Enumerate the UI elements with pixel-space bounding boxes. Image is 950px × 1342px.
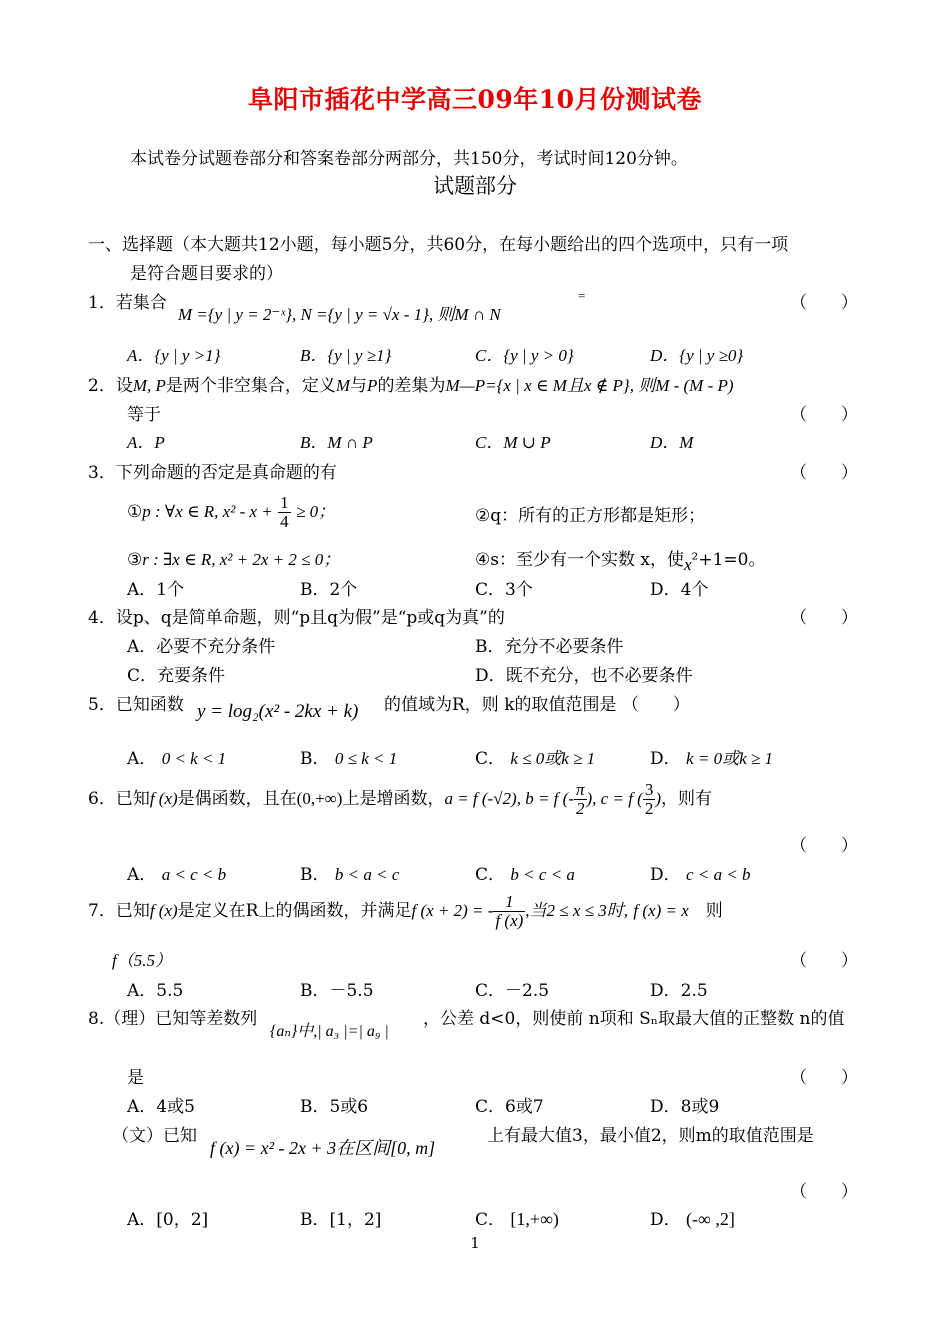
q6-stem-c: 上是增函数， bbox=[342, 788, 445, 809]
q2-stem-f: P bbox=[367, 376, 378, 395]
q3-item-p bbox=[127, 494, 335, 531]
q1-option-a: A．{y | y >1} bbox=[127, 346, 221, 365]
q2-stem bbox=[88, 371, 734, 396]
q1-equals: = bbox=[578, 288, 586, 303]
q6-stem-b: 是偶函数，且在 bbox=[177, 788, 297, 809]
q8-option-d: D．8或9 bbox=[650, 1097, 720, 1117]
q3-p-formula: p : ∀x ∈ R, x² - x + bbox=[142, 501, 273, 521]
q6-option-b-label: B． bbox=[300, 865, 330, 885]
q2-option-d: D．M bbox=[650, 433, 694, 452]
q8-wen-option-c-label: C． bbox=[475, 1210, 506, 1230]
q8-wen-stem-a: （文）已知 bbox=[112, 1126, 197, 1146]
q2-stem-d: M bbox=[335, 376, 351, 395]
q6-option-d-formula: c < a < b bbox=[686, 865, 751, 884]
q8-wen-option-b: B．[1，2] bbox=[300, 1210, 382, 1230]
q7-f2: f (x) = x bbox=[633, 900, 689, 920]
q5-formula: y = log₂(x² - 2kx + k) bbox=[197, 701, 359, 722]
q3-r-formula: r : ∃x ∈ R, x² + 2x + 2 ≤ 0； bbox=[142, 550, 341, 569]
q7-f1: f (x) bbox=[149, 900, 178, 920]
q2-stem-a: 2．设 bbox=[88, 376, 133, 396]
page-number: 1 bbox=[470, 1234, 480, 1252]
q2-stem-g: 的差集为 bbox=[377, 376, 446, 396]
q3-p-fraction bbox=[278, 494, 291, 531]
q8-option-a: A．4或5 bbox=[127, 1097, 195, 1117]
q2-answer-paren: （ ） bbox=[790, 405, 858, 425]
q8-stem-b: ，公差 d<0，则使前 n项和 Sₙ取最大值的正整数 n的值 bbox=[423, 1009, 845, 1029]
q5-option-a-label: A． bbox=[127, 749, 157, 769]
q6-interval: (0,+∞) bbox=[296, 788, 343, 808]
q6-option-a bbox=[127, 860, 226, 885]
q7-option-c: C．－2.5 bbox=[475, 981, 550, 1001]
q2-stem-h: M—P={x | x ∈ M且x ∉ P}, 则M - (M - P) bbox=[445, 376, 734, 395]
q1-stem: 1．若集合 bbox=[88, 293, 167, 313]
q8-wen-option-d-formula: (-∞ ,2] bbox=[686, 1209, 735, 1229]
q6-a-expr: a = f (-√2), b = f (- bbox=[444, 788, 574, 808]
q8-answer-paren: （ ） bbox=[790, 1068, 858, 1088]
q6-option-c-label: C． bbox=[475, 865, 506, 885]
q6-option-b bbox=[300, 860, 399, 885]
q7-option-d: D．2.5 bbox=[650, 981, 708, 1001]
q6-c-den: 2 bbox=[644, 798, 654, 818]
q3-stem: 3．下列命题的否定是真命题的有 bbox=[88, 463, 337, 483]
q5-option-c-label: C． bbox=[475, 749, 506, 769]
q3-item-r bbox=[127, 545, 340, 570]
part1-heading-line2: 是符合题目要求的） bbox=[130, 264, 283, 284]
q6-stem-a: 6．已知 bbox=[88, 788, 150, 809]
q3-option-b: B．2个 bbox=[300, 580, 358, 600]
q6-option-c bbox=[475, 860, 575, 885]
page-title: 阜阳市插花中学高三09年10月份测试卷 bbox=[247, 85, 703, 114]
q5-option-a bbox=[127, 744, 226, 769]
q7-option-b: B．－5.5 bbox=[300, 981, 374, 1001]
q8-wen-option-c bbox=[475, 1205, 559, 1230]
q4-option-d: D．既不充分，也不必要条件 bbox=[475, 666, 693, 686]
q6-c-num: 3 bbox=[644, 780, 654, 799]
q7-fraction bbox=[493, 893, 525, 930]
q6-c-fraction bbox=[643, 781, 656, 818]
section-title: 试题部分 bbox=[433, 174, 517, 198]
q5-option-b-formula: 0 ≤ k < 1 bbox=[334, 749, 398, 768]
q8-stem-a: 8.（理）已知等差数列 bbox=[88, 1009, 258, 1029]
q7-answer-paren: （ ） bbox=[790, 951, 858, 971]
q3-p-frac-den: 4 bbox=[280, 511, 289, 531]
q5-option-a-formula: 0 < k < 1 bbox=[161, 749, 227, 768]
q7-frac-den: f (x) bbox=[495, 910, 524, 930]
q3-p-frac-num: 1 bbox=[280, 493, 289, 512]
q8-wen-option-c-formula: [1,+∞) bbox=[510, 1209, 559, 1229]
q7-stem-b: 是定义在R上的偶函数，并满足 bbox=[177, 900, 412, 921]
q5-option-d-formula: k = 0或k ≥ 1 bbox=[686, 749, 773, 768]
q3-s-b: x bbox=[683, 555, 692, 574]
q6-option-a-label: A． bbox=[127, 865, 157, 885]
q5-option-d-label: D． bbox=[650, 749, 681, 769]
q6-stem-d: ，则有 bbox=[661, 788, 712, 809]
q6-answer-paren: （ ） bbox=[790, 836, 858, 856]
q3-r-label: ③ bbox=[127, 550, 143, 570]
q2-stem-b: M, P bbox=[132, 376, 166, 395]
q5-option-b-label: B． bbox=[300, 749, 330, 769]
q7-line2: f（5.5） bbox=[112, 951, 172, 970]
q1-option-d: D．{y | y ≥0} bbox=[650, 346, 744, 365]
q2-option-c: C．M ∪ P bbox=[475, 433, 551, 452]
q8-wen-option-a: A．[0，2] bbox=[127, 1210, 209, 1230]
q6-option-d-label: D． bbox=[650, 865, 681, 885]
q4-answer-paren: （ ） bbox=[790, 608, 858, 628]
q6-c-expr: ), c = f ( bbox=[586, 788, 643, 808]
q7-eq-lhs: f (x + 2) = - bbox=[411, 900, 494, 920]
part1-heading-line1: 一、选择题（本大题共12小题，每小题5分，共60分，在每小题给出的四个选项中，只有一项 bbox=[88, 235, 789, 255]
q1-answer-paren: （ ） bbox=[790, 293, 858, 313]
q5-option-b bbox=[300, 744, 397, 769]
q5-option-d bbox=[650, 744, 773, 769]
q1-formula: M ={y | y = 2⁻ˣ}, N ={y | y = √x - 1}, 则M ∩ N bbox=[178, 305, 501, 324]
q7-option-a: A．5.5 bbox=[127, 981, 184, 1001]
q5-option-c-formula: k ≤ 0或k ≥ 1 bbox=[510, 749, 596, 768]
q2-stem-c: 是两个非空集合，定义 bbox=[165, 376, 336, 396]
q6-c-close: ) bbox=[655, 788, 661, 808]
q8-option-b: B．5或6 bbox=[300, 1097, 369, 1117]
q6-pi-den: 2 bbox=[576, 798, 585, 818]
q8-wen-answer-paren: （ ） bbox=[790, 1182, 858, 1202]
q6-option-a-formula: a < c < b bbox=[161, 865, 227, 884]
q2-stem-e: 与 bbox=[350, 376, 368, 396]
q3-item-s bbox=[475, 545, 766, 574]
q3-s-c: ²+1=0。 bbox=[691, 550, 766, 570]
q3-s-a: ④s：至少有一个实数 x，使 bbox=[475, 550, 684, 570]
q5-stem: 5．已知函数 bbox=[88, 695, 184, 715]
q4-option-b: B．充分不必要条件 bbox=[475, 637, 624, 657]
q8-option-c: C．6或7 bbox=[475, 1097, 544, 1117]
q5-tail: 的值域为R，则 k的取值范围是 （ ） bbox=[384, 695, 690, 715]
q4-option-c: C．充要条件 bbox=[127, 666, 226, 686]
q6-pi-num: π bbox=[575, 780, 585, 799]
q2-option-a: A．P bbox=[127, 433, 165, 452]
q2-option-b: B．M ∩ P bbox=[300, 433, 373, 452]
q6-f1: f (x) bbox=[149, 788, 178, 808]
q8-line2: 是 bbox=[127, 1068, 144, 1088]
q8-formula: {aₙ}中,| a₃ |=| a₉ | bbox=[270, 1023, 389, 1040]
q3-option-c: C．3个 bbox=[475, 580, 533, 600]
q6-option-c-formula: b < c < a bbox=[510, 865, 575, 884]
q1-option-b: B．{y | y ≥1} bbox=[300, 346, 392, 365]
q6-pi-fraction bbox=[574, 781, 587, 818]
q8-wen-option-d bbox=[650, 1205, 735, 1230]
q3-option-a: A．1个 bbox=[127, 580, 185, 600]
q6-stem bbox=[88, 781, 712, 818]
q3-option-d: D．4个 bbox=[650, 580, 709, 600]
q3-answer-paren: （ ） bbox=[790, 463, 858, 483]
q6-option-d bbox=[650, 860, 751, 885]
q4-stem: 4．设p、q是简单命题，则“p且q为假”是“p或q为真”的 bbox=[88, 608, 505, 628]
q3-p-tail: ≥ 0； bbox=[296, 501, 336, 521]
q8-wen-formula: f (x) = x² - 2x + 3在区间[0, m] bbox=[210, 1138, 436, 1158]
q8-wen-stem-b: 上有最大值3，最小值2，则m的取值范围是 bbox=[487, 1126, 814, 1146]
q7-stem-c: 则 bbox=[705, 900, 723, 921]
q2-stem-line2: 等于 bbox=[127, 405, 161, 425]
q5-option-c bbox=[475, 744, 595, 769]
q7-stem-a: 7．已知 bbox=[88, 900, 150, 921]
q4-option-a: A．必要不充分条件 bbox=[127, 637, 276, 657]
intro-text: 本试卷分试题卷部分和答案卷部分两部分，共150分，考试时间120分钟。 bbox=[130, 149, 688, 169]
q7-cond: ,当2 ≤ x ≤ 3时, bbox=[525, 900, 628, 920]
q6-option-b-formula: b < a < c bbox=[334, 865, 400, 884]
q7-frac-num: 1 bbox=[493, 893, 525, 912]
q3-p-label: ① bbox=[127, 501, 143, 522]
q3-item-q: ②q：所有的正方形都是矩形； bbox=[475, 506, 706, 526]
q7-stem bbox=[88, 893, 723, 930]
q1-option-c: C．{y | y > 0} bbox=[475, 346, 574, 365]
q8-wen-option-d-label: D． bbox=[650, 1210, 681, 1230]
